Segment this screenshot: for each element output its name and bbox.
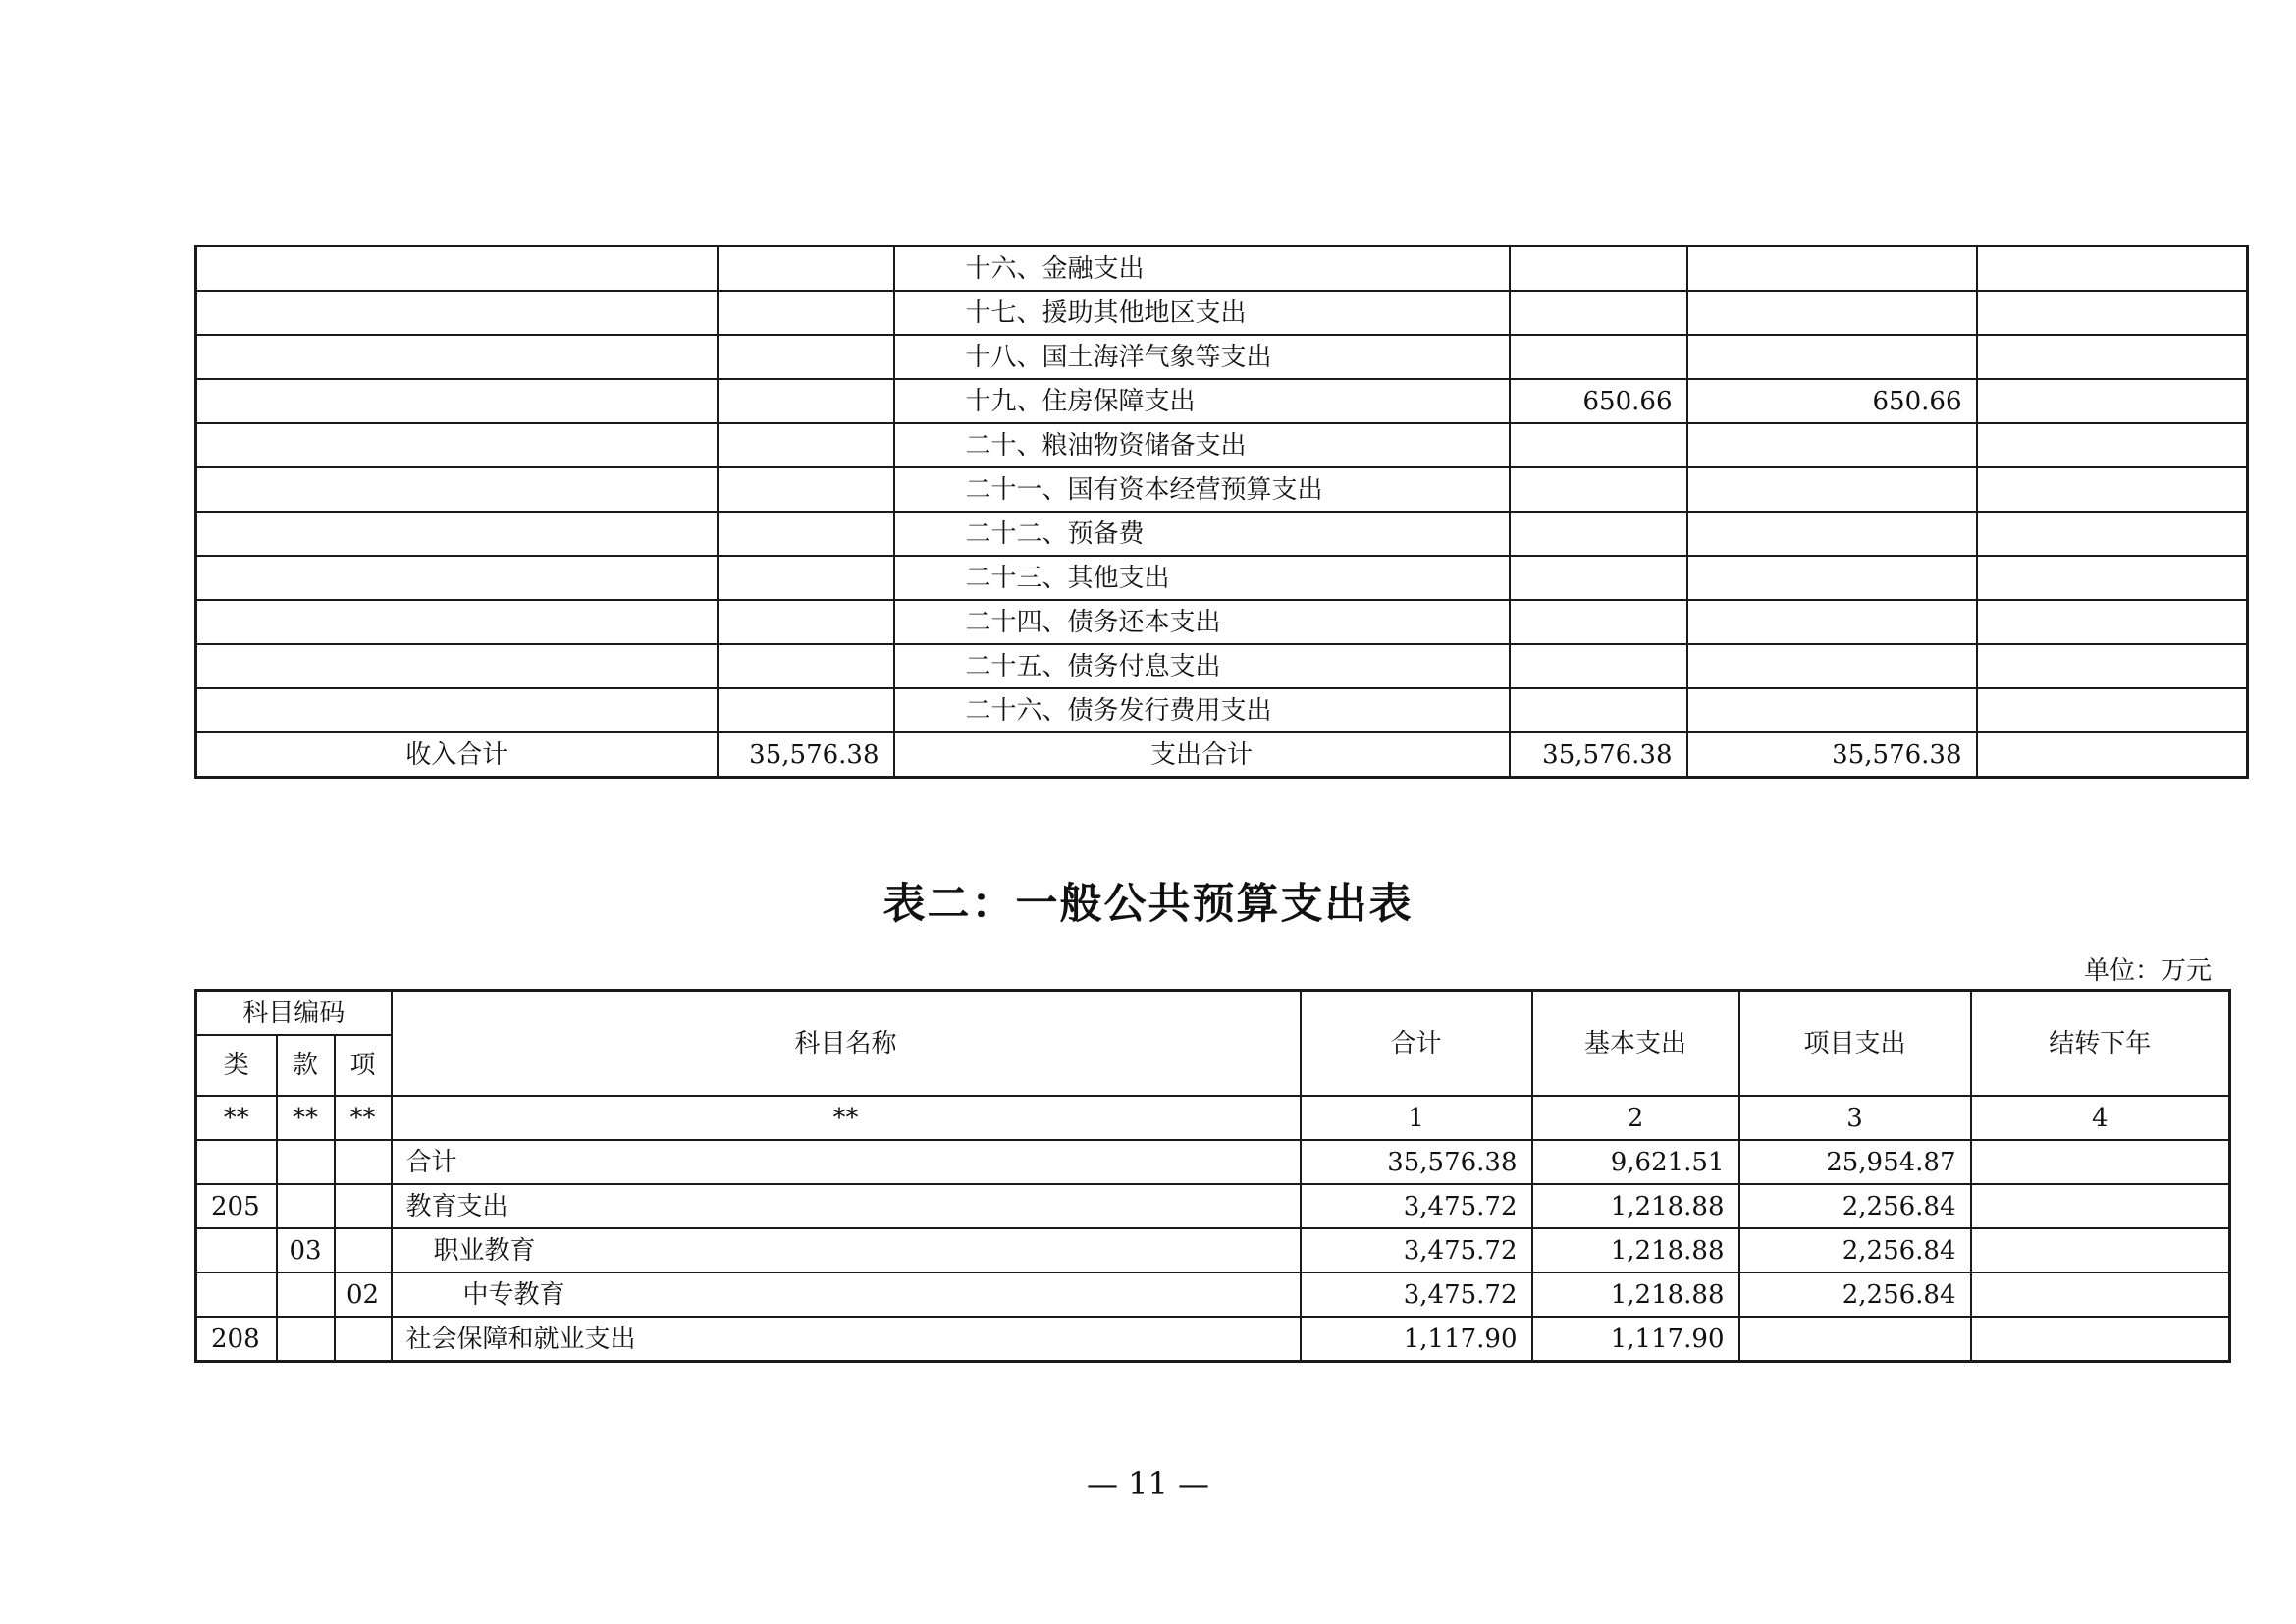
index-row: [196, 1096, 2230, 1140]
header-kuan: 款: [277, 1035, 335, 1096]
carry-value: [1971, 1272, 2230, 1317]
income-amount-cell: [718, 291, 894, 335]
carry-value: [1971, 1140, 2230, 1184]
basic-value: 1,218.88: [1532, 1272, 1739, 1317]
project-value: [1739, 1317, 1971, 1362]
expense-total-cell: [1510, 688, 1687, 732]
table-row: [196, 1272, 2230, 1317]
expense-total-cell: [1510, 644, 1687, 688]
code-kuan: 03: [277, 1228, 335, 1272]
code-xiang: [335, 1184, 392, 1228]
table-row: [196, 1228, 2230, 1272]
income-amount-cell: [718, 600, 894, 644]
expense-item-cell: 二十五、债务付息支出: [894, 644, 1510, 688]
total-value: 35,576.38: [1301, 1140, 1532, 1184]
table-row: [196, 1184, 2230, 1228]
income-item-cell: [196, 246, 718, 291]
index-project: 3: [1739, 1096, 1971, 1140]
income-amount-cell: [718, 379, 894, 423]
header-name: 科目名称: [392, 991, 1301, 1097]
code-xiang: [335, 1317, 392, 1362]
expense-general-total-value: 35,576.38: [1687, 732, 1977, 778]
expense-item-cell: 十九、住房保障支出: [894, 379, 1510, 423]
unit-label: 单位：万元: [2083, 956, 2212, 986]
code-xiang: [335, 1228, 392, 1272]
header-project: 项目支出: [1739, 991, 1971, 1097]
subject-name: 职业教育: [392, 1228, 1301, 1272]
expense-other-cell: [1977, 556, 2248, 600]
code-lei: 208: [196, 1317, 277, 1362]
subject-name: 教育支出: [392, 1184, 1301, 1228]
index-name: **: [392, 1096, 1301, 1140]
expense-other-cell: [1977, 335, 2248, 379]
expense-item-cell: 二十四、债务还本支出: [894, 600, 1510, 644]
expense-total-cell: [1510, 246, 1687, 291]
carry-value: [1971, 1317, 2230, 1362]
expense-total-cell: [1510, 467, 1687, 512]
income-total-value: 35,576.38: [718, 732, 894, 778]
income-item-cell: [196, 335, 718, 379]
code-kuan: [277, 1184, 335, 1228]
total-value: 3,475.72: [1301, 1184, 1532, 1228]
code-kuan: [277, 1272, 335, 1317]
header-carry: 结转下年: [1971, 991, 2230, 1097]
income-item-cell: [196, 379, 718, 423]
expense-other-cell: [1977, 688, 2248, 732]
expense-general-cell: [1687, 644, 1977, 688]
expense-item-cell: 二十、粮油物资储备支出: [894, 423, 1510, 467]
income-item-cell: [196, 600, 718, 644]
header-code: 科目编码: [196, 991, 392, 1036]
basic-value: 1,218.88: [1532, 1184, 1739, 1228]
index-carry: 4: [1971, 1096, 2230, 1140]
project-value: 2,256.84: [1739, 1228, 1971, 1272]
header-total: 合计: [1301, 991, 1532, 1097]
totals-row: [196, 732, 2248, 778]
code-lei: [196, 1228, 277, 1272]
income-amount-cell: [718, 512, 894, 556]
code-xiang: [335, 1140, 392, 1184]
expense-general-cell: [1687, 512, 1977, 556]
table-title: 表二：一般公共预算支出表: [882, 880, 1414, 929]
expense-total-cell: [1510, 600, 1687, 644]
subject-name: 社会保障和就业支出: [392, 1317, 1301, 1362]
total-value: 3,475.72: [1301, 1228, 1532, 1272]
table-row: [196, 246, 2248, 291]
expense-total-cell: 650.66: [1510, 379, 1687, 423]
income-item-cell: [196, 644, 718, 688]
code-lei: 205: [196, 1184, 277, 1228]
table-row: [196, 644, 2248, 688]
table-row: [196, 335, 2248, 379]
expense-other-cell: [1977, 291, 2248, 335]
table-row: [196, 1140, 2230, 1184]
expense-other-cell: [1977, 644, 2248, 688]
income-item-cell: [196, 423, 718, 467]
income-amount-cell: [718, 644, 894, 688]
income-amount-cell: [718, 246, 894, 291]
income-item-cell: [196, 688, 718, 732]
table-row: [196, 556, 2248, 600]
header-xiang: 项: [335, 1035, 392, 1096]
header-row: [196, 991, 2230, 1036]
expense-item-cell: 十七、援助其他地区支出: [894, 291, 1510, 335]
expense-general-cell: [1687, 600, 1977, 644]
expense-item-cell: 二十一、国有资本经营预算支出: [894, 467, 1510, 512]
header-lei: 类: [196, 1035, 277, 1096]
expense-other-cell: [1977, 246, 2248, 291]
expense-other-cell: [1977, 423, 2248, 467]
page-number: — 11 —: [1086, 1465, 1210, 1502]
budget-summary-table: [194, 245, 2249, 779]
total-value: 1,117.90: [1301, 1317, 1532, 1362]
subject-name: 合计: [392, 1140, 1301, 1184]
expense-total-cell: [1510, 512, 1687, 556]
project-value: 25,954.87: [1739, 1140, 1971, 1184]
expense-general-cell: [1687, 291, 1977, 335]
expense-general-cell: [1687, 246, 1977, 291]
income-item-cell: [196, 556, 718, 600]
carry-value: [1971, 1228, 2230, 1272]
code-kuan: [277, 1317, 335, 1362]
expense-other-cell: [1977, 512, 2248, 556]
expense-total-cell: [1510, 423, 1687, 467]
code-lei: [196, 1272, 277, 1317]
income-amount-cell: [718, 556, 894, 600]
expense-item-cell: 十六、金融支出: [894, 246, 1510, 291]
income-amount-cell: [718, 688, 894, 732]
income-amount-cell: [718, 423, 894, 467]
index-xiang: **: [335, 1096, 392, 1140]
expense-total-label: 支出合计: [894, 732, 1510, 778]
table-row: [196, 379, 2248, 423]
expense-other-cell: [1977, 467, 2248, 512]
expense-item-cell: 二十二、预备费: [894, 512, 1510, 556]
subject-name: 中专教育: [392, 1272, 1301, 1317]
income-item-cell: [196, 512, 718, 556]
expense-general-cell: [1687, 688, 1977, 732]
table-row: [196, 512, 2248, 556]
expense-general-cell: [1687, 556, 1977, 600]
expense-total-cell: [1510, 291, 1687, 335]
expense-item-cell: 十八、国土海洋气象等支出: [894, 335, 1510, 379]
project-value: 2,256.84: [1739, 1272, 1971, 1317]
expense-general-cell: 650.66: [1687, 379, 1977, 423]
income-total-label: 收入合计: [196, 732, 718, 778]
table-row: [196, 600, 2248, 644]
income-amount-cell: [718, 467, 894, 512]
table-row: [196, 467, 2248, 512]
table-row: [196, 423, 2248, 467]
index-lei: **: [196, 1096, 277, 1140]
expense-total-cell: [1510, 556, 1687, 600]
income-amount-cell: [718, 335, 894, 379]
total-value: 3,475.72: [1301, 1272, 1532, 1317]
expense-total-cell: [1510, 335, 1687, 379]
code-lei: [196, 1140, 277, 1184]
expense-item-cell: 二十三、其他支出: [894, 556, 1510, 600]
expenditure-table: [194, 989, 2231, 1363]
code-kuan: [277, 1140, 335, 1184]
basic-value: 9,621.51: [1532, 1140, 1739, 1184]
income-item-cell: [196, 291, 718, 335]
expense-total-value: 35,576.38: [1510, 732, 1687, 778]
expense-general-cell: [1687, 467, 1977, 512]
table-row: [196, 291, 2248, 335]
expense-general-cell: [1687, 335, 1977, 379]
index-basic: 2: [1532, 1096, 1739, 1140]
expense-other-cell: [1977, 600, 2248, 644]
expense-item-cell: 二十六、债务发行费用支出: [894, 688, 1510, 732]
expense-other-cell: [1977, 379, 2248, 423]
code-xiang: 02: [335, 1272, 392, 1317]
table-row: [196, 1317, 2230, 1362]
index-kuan: **: [277, 1096, 335, 1140]
header-basic: 基本支出: [1532, 991, 1739, 1097]
basic-value: 1,117.90: [1532, 1317, 1739, 1362]
carry-value: [1971, 1184, 2230, 1228]
project-value: 2,256.84: [1739, 1184, 1971, 1228]
expense-other-total-cell: [1977, 732, 2248, 778]
table-row: [196, 688, 2248, 732]
basic-value: 1,218.88: [1532, 1228, 1739, 1272]
income-item-cell: [196, 467, 718, 512]
index-total: 1: [1301, 1096, 1532, 1140]
expense-general-cell: [1687, 423, 1977, 467]
